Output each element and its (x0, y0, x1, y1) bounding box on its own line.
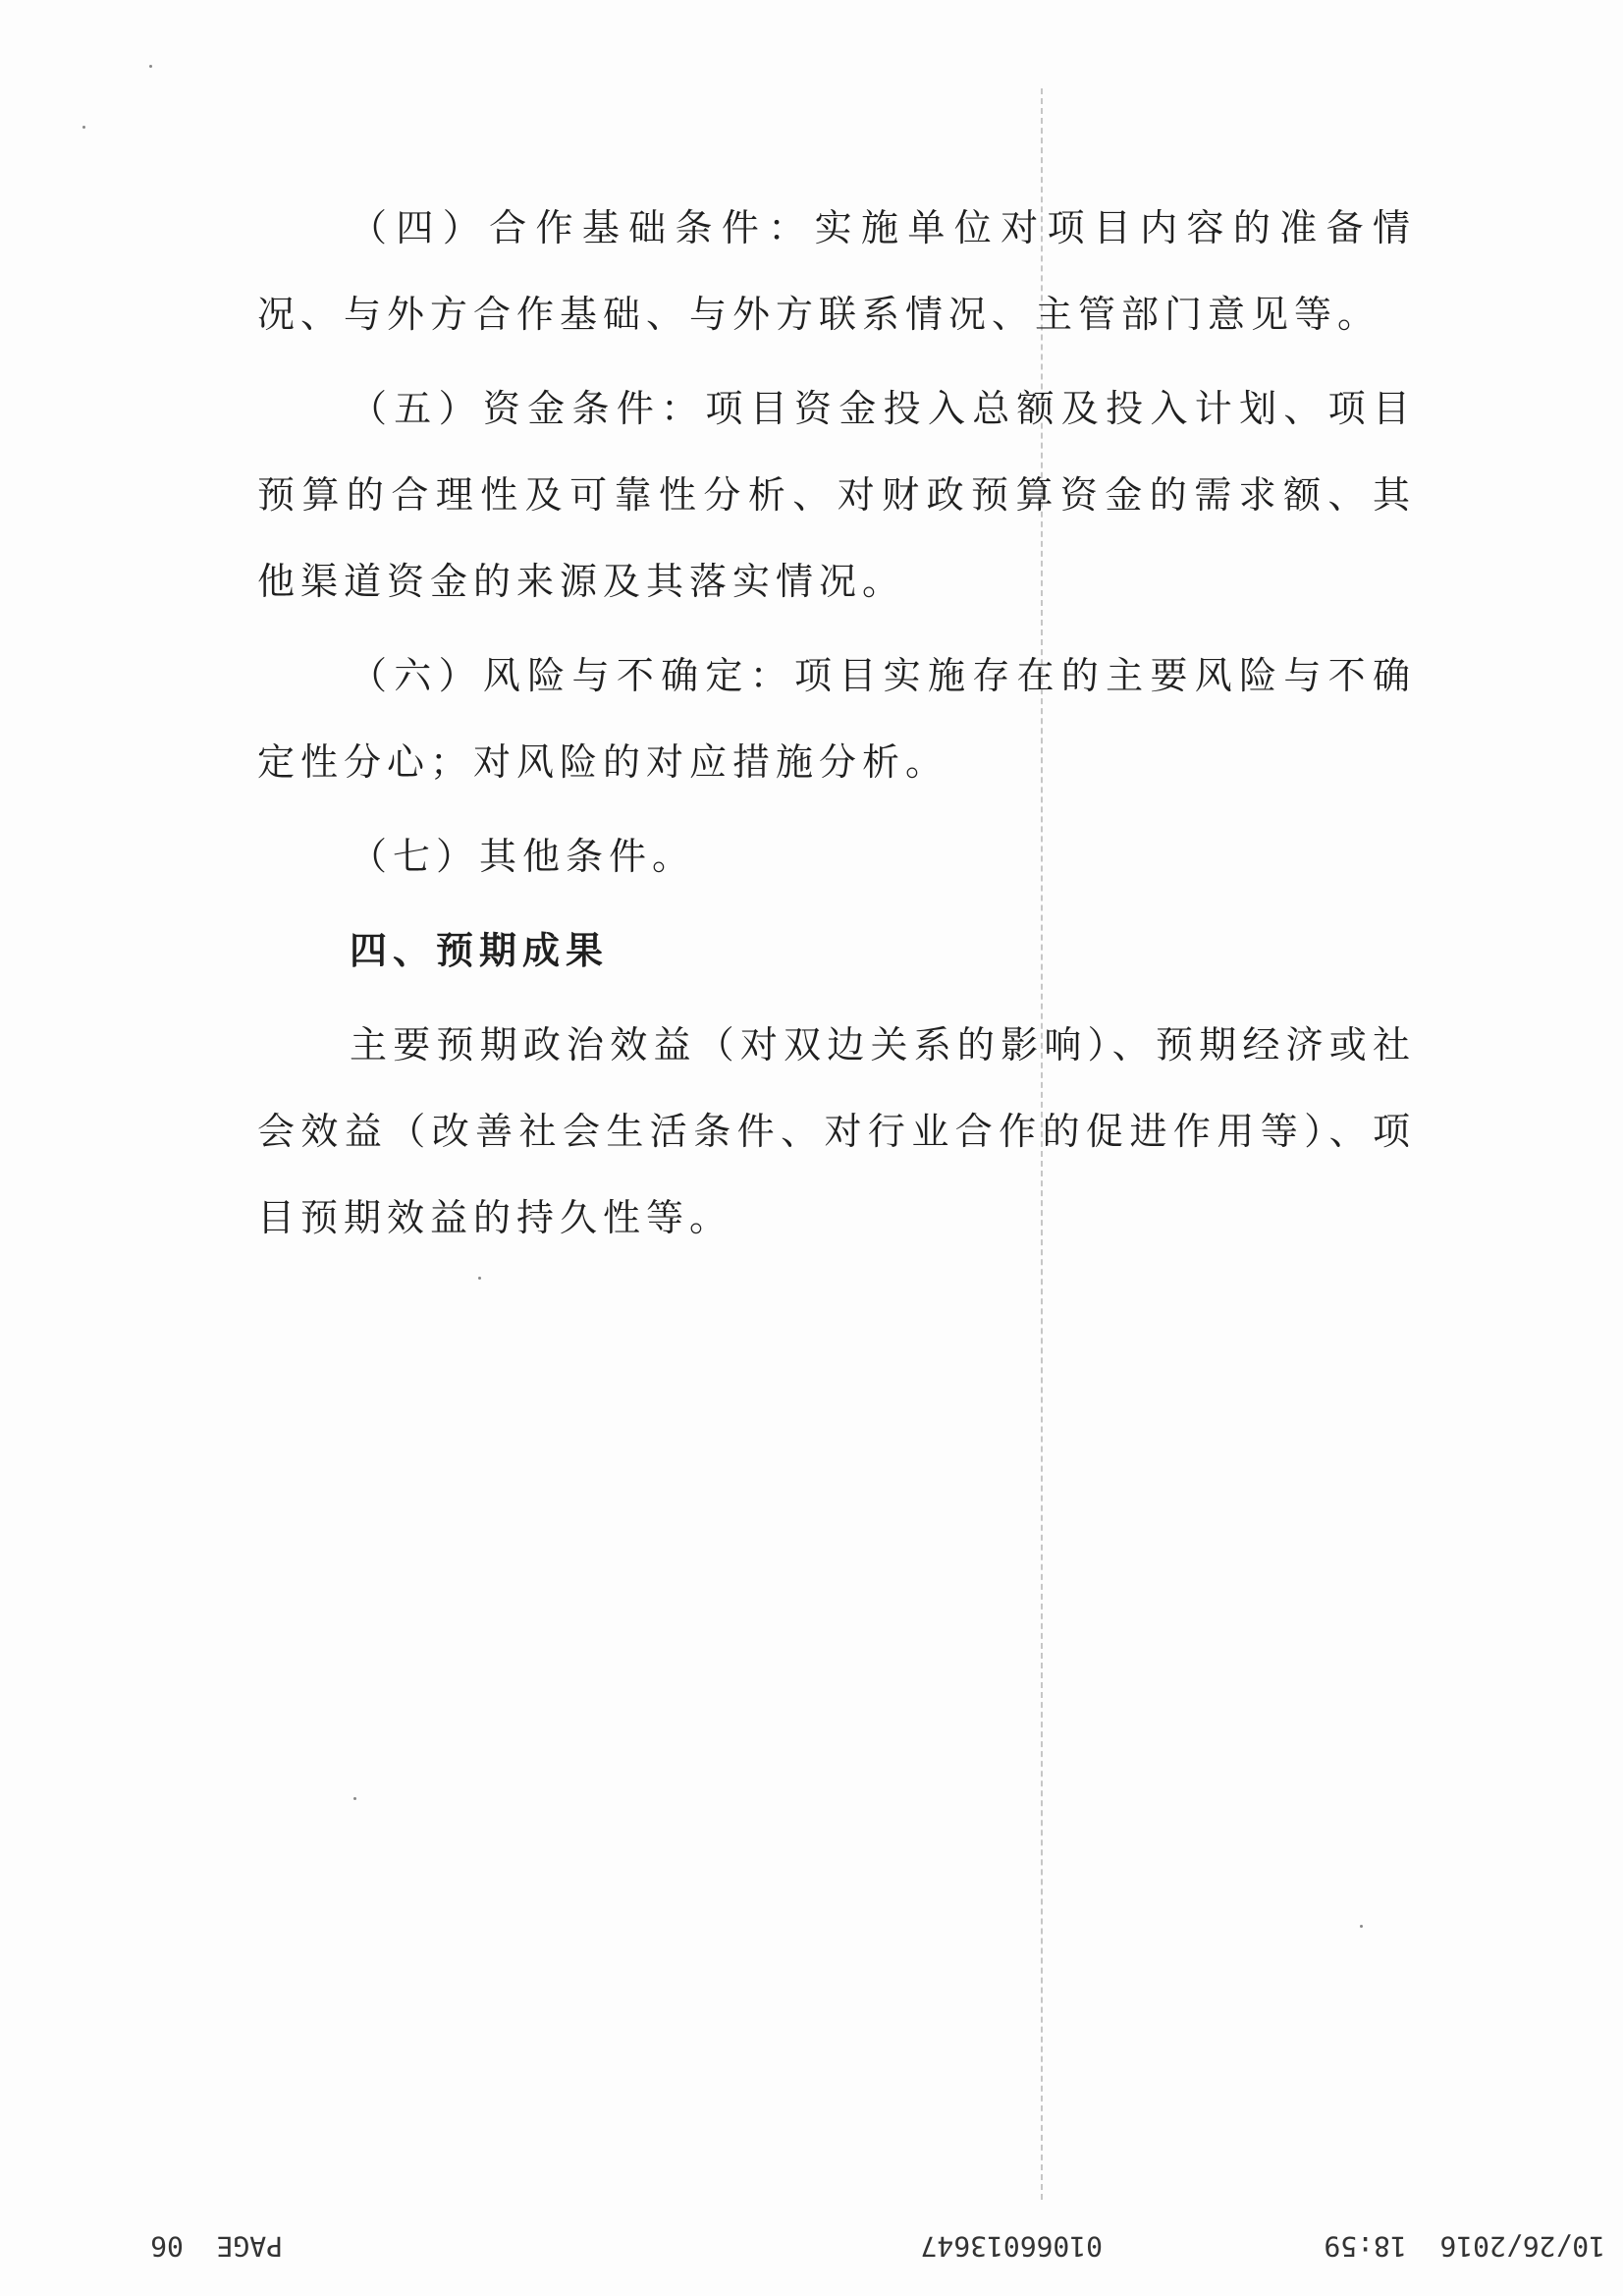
scan-speck (149, 65, 152, 68)
paragraph-risk-uncertainty: （六）风险与不确定：项目实施存在的主要风险与不确定性分心；对风险的对应措施分析。 (257, 654, 1416, 784)
fax-number: 01066013647 (920, 2230, 1103, 2263)
fax-header-strip (0, 2221, 1623, 2270)
document-body (257, 185, 1416, 1269)
paragraph-cooperation-basis: （四）合作基础条件：实施单位对项目内容的准备情况、与外方合作基础、与外方联系情况、主管部门意见等。 (257, 206, 1416, 336)
fax-date-time: 10/26/2016 18:59 (1324, 2230, 1605, 2263)
scan-speck (353, 1797, 356, 1800)
scan-speck (478, 1277, 481, 1280)
scan-speck (1360, 1925, 1363, 1928)
section-heading-expected-results: 四、预期成果 (350, 928, 610, 972)
fax-page-number: PAGE 06 (150, 2230, 283, 2263)
paragraph-other-conditions: （七）其他条件。 (350, 835, 696, 878)
paragraph-expected-benefits: 主要预期政治效益（对双边关系的影响）、预期经济或社会效益（改善社会生活条件、对行业合作的促进作用等）、项目预期效益的持久性等。 (257, 1023, 1416, 1239)
paragraph-funding-conditions: （五）资金条件：项目资金投入总额及投入计划、项目预算的合理性及可靠性分析、对财政预算资金的需求额、其他渠道资金的来源及其落实情况。 (257, 387, 1416, 603)
scan-speck (82, 126, 85, 129)
